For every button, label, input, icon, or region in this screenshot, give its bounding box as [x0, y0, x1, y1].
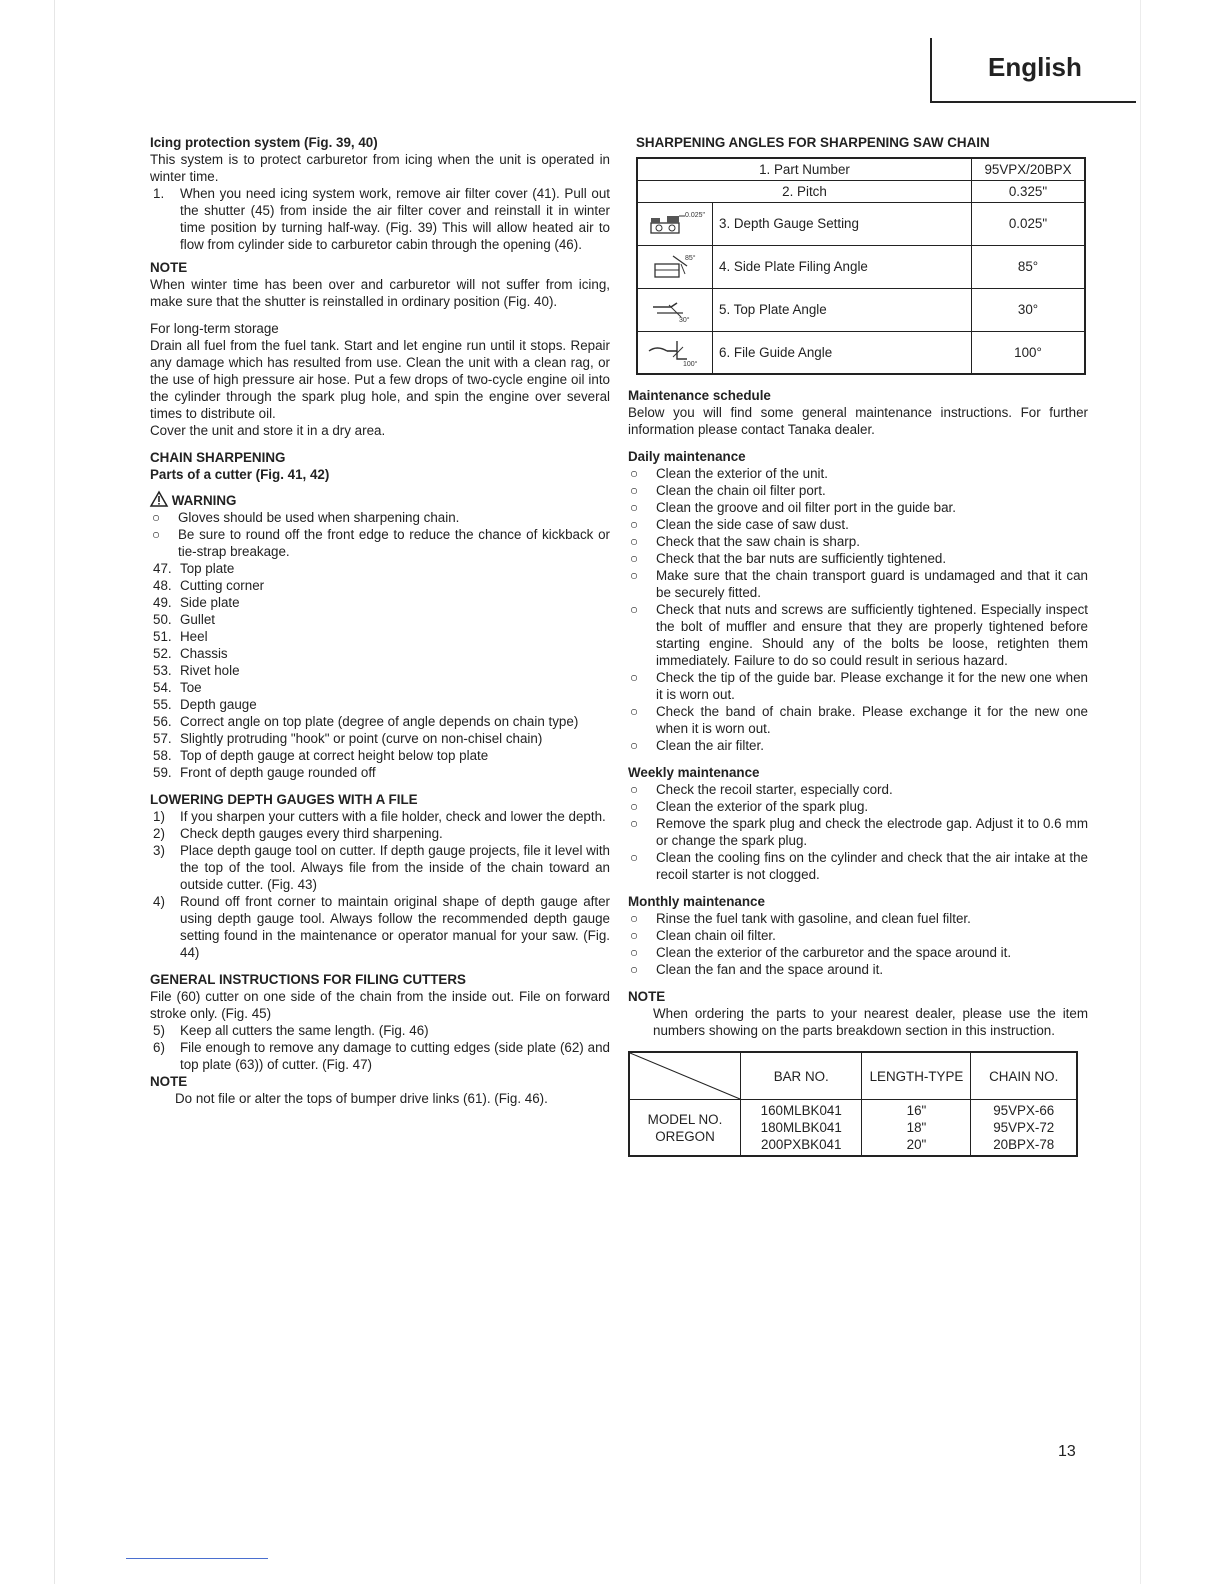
scan-edge-left [54, 0, 55, 1584]
side-plate-angle-icon [647, 252, 703, 282]
monthly-title: Monthly maintenance [628, 894, 765, 909]
circle-bullet-icon: ○ [630, 782, 639, 797]
table-row [629, 1100, 1077, 1157]
list-item: 59. Front of depth gauge rounded off [153, 765, 376, 780]
list-item: 51. Heel [153, 629, 208, 644]
footer-rule [126, 1558, 268, 1559]
diagonal-cell [629, 1052, 741, 1100]
schedule-intro: Below you will find some general maintenance instructions. For further information please contact Tanaka dealer. [628, 405, 1088, 437]
list-item: ○ Check the tip of the guide bar. Please exchange it for the new one when it is worn out. [630, 670, 1088, 702]
list-item: ○ Clean the cooling fins on the cylinder and check that the air intake at the recoil starter is not clogged. [630, 850, 1088, 882]
right-column [628, 134, 1088, 1157]
depth-gauge-icon [647, 209, 706, 239]
circle-bullet-icon: ○ [630, 850, 639, 865]
table-cell: 5. Top Plate Angle [713, 288, 972, 331]
storage-title: For long-term storage [150, 321, 279, 336]
list-item: ○ Check the recoil starter, especially cord. [630, 782, 893, 797]
list-item: 56. Correct angle on top plate (degree of angle depends on chain type) [153, 714, 579, 729]
circle-bullet-icon: ○ [630, 517, 639, 532]
chain-sharpening-title: CHAIN SHARPENING [150, 450, 286, 465]
table-header-bar-no: BAR NO. [741, 1052, 862, 1100]
chain-no-cell: 95VPX-66 95VPX-72 20BPX-78 [971, 1100, 1077, 1157]
list-item: 49. Side plate [153, 595, 240, 610]
list-item: ○ Gloves should be used when sharpening chain. [152, 510, 460, 525]
svg-text:30°: 30° [679, 316, 690, 324]
table-cell: 1. Part Number [637, 158, 972, 180]
header-rule-vertical [930, 38, 932, 102]
lowering-title: LOWERING DEPTH GAUGES WITH A FILE [150, 792, 418, 807]
storage-text: Drain all fuel from the fuel tank. Start and let engine run until it stops. Repair any damage which has resulted from use. Clean the unit with a clean rag, or the use of high pressure air hose. Put a few drops of two-cycle engine oil into the cylinder through the spark plug hole, and spin the engine over several times to distribute oil. [150, 338, 610, 421]
table-header-length-type: LENGTH-TYPE [862, 1052, 971, 1100]
icing-note-title: NOTE [150, 260, 188, 275]
list-item: 3) Place depth gauge tool on cutter. If depth gauge projects, file it level with the top of the tool. Always file from the inside of the chain toward an outside cutter. (Fig. 43) [153, 843, 610, 892]
svg-text:0.025": 0.025" [685, 211, 706, 219]
length-cell: 16" 18" 20" [862, 1100, 971, 1157]
list-item: ○ Check that the saw chain is sharp. [630, 534, 860, 549]
list-item: ○ Clean the side case of saw dust. [630, 517, 849, 532]
table-cell: 30° [972, 288, 1086, 331]
filing-steps [150, 1022, 610, 1073]
cutter-parts-list [150, 560, 610, 781]
table-row [637, 180, 1085, 202]
circle-bullet-icon: ○ [630, 534, 639, 549]
list-item: 58. Top of depth gauge at correct height below top plate [153, 748, 489, 763]
file-guide-angle-icon [647, 337, 703, 367]
circle-bullet-icon: ○ [630, 799, 639, 814]
filing-text: File (60) cutter on one side of the chain from the inside out. File on forward stroke only. (Fig. 45) [150, 989, 610, 1021]
warning-list [150, 509, 610, 560]
cutter-parts-title: Parts of a cutter (Fig. 41, 42) [150, 467, 330, 482]
list-item: 5) Keep all cutters the same length. (Fig. 46) [153, 1023, 429, 1038]
table-row [637, 331, 1085, 374]
table-row [637, 288, 1085, 331]
lowering-steps [150, 808, 610, 961]
angles-title: SHARPENING ANGLES FOR SHARPENING SAW CHAIN [636, 135, 990, 150]
list-item: ○ Be sure to round off the front edge to reduce the chance of kickback or tie-strap breakage. [152, 527, 610, 559]
circle-bullet-icon: ○ [152, 510, 161, 525]
circle-bullet-icon: ○ [152, 527, 161, 542]
list-item: 1) If you sharpen your cutters with a file holder, check and lower the depth. [153, 809, 606, 824]
list-item: ○ Clean the groove and oil filter port in the guide bar. [630, 500, 956, 515]
table-row [629, 1052, 1077, 1100]
circle-bullet-icon: ○ [630, 551, 639, 566]
list-item: ○ Rinse the fuel tank with gasoline, and clean fuel filter. [630, 911, 971, 926]
table-cell: 85° [972, 245, 1086, 288]
svg-text:85°: 85° [685, 254, 696, 262]
left-column [150, 134, 610, 1107]
list-item: 57. Slightly protruding "hook" or point (curve on non-chisel chain) [153, 731, 543, 746]
warning-triangle-icon [150, 491, 168, 507]
list-item: 4) Round off front corner to maintain original shape of depth gauge after using depth gauge tool. Always follow the recommended depth gauge setting found in the maintenance or operator manual for your saw. (Fig. 44) [153, 894, 610, 960]
icing-title: Icing protection system (Fig. 39, 40) [150, 135, 378, 150]
table-cell [637, 202, 713, 245]
monthly-list [628, 910, 1088, 978]
list-item: ○ Clean the exterior of the unit. [630, 466, 828, 481]
circle-bullet-icon: ○ [630, 911, 639, 926]
table-cell: 4. Side Plate Filing Angle [713, 245, 972, 288]
icing-step: 1. When you need icing system work, remove air filter cover (41). Pull out the shutter (45) from inside the air filter cover and reinstall it in winter time position by turning half-way. (Fig. 39) This will allow heated air to flow from cylinder side to carburetor cabin through the opening (46). [153, 186, 610, 252]
filing-note-text: Do not file or alter the tops of bumper drive links (61). (Fig. 46). [175, 1091, 548, 1106]
storage-text-2: Cover the unit and store it in a dry area. [150, 423, 386, 438]
table-cell [637, 331, 713, 374]
list-item: 54. Toe [153, 680, 202, 695]
icing-note-text: When winter time has been over and carburetor will not suffer from icing, make sure that the shutter is reinstalled in ordinary position (Fig. 40). [150, 277, 610, 309]
table-cell: 0.325" [972, 180, 1086, 202]
table-row [637, 245, 1085, 288]
list-item: ○ Clean the air filter. [630, 738, 764, 753]
list-item: 52. Chassis [153, 646, 228, 661]
table-cell: 100° [972, 331, 1086, 374]
warning-heading [150, 491, 610, 509]
circle-bullet-icon: ○ [630, 483, 639, 498]
list-item: ○ Remove the spark plug and check the electrode gap. Adjust it to 0.6 mm or change the spark plug. [630, 816, 1088, 848]
circle-bullet-icon: ○ [630, 670, 639, 685]
table-cell: 2. Pitch [637, 180, 972, 202]
language-label: English [988, 52, 1082, 82]
list-item: 2) Check depth gauges every third sharpening. [153, 826, 443, 841]
page-number: 13 [1058, 1443, 1076, 1460]
daily-title: Daily maintenance [628, 449, 746, 464]
bar-chain-table [628, 1051, 1078, 1157]
circle-bullet-icon: ○ [630, 928, 639, 943]
weekly-list [628, 781, 1088, 883]
weekly-title: Weekly maintenance [628, 765, 760, 780]
filing-title: GENERAL INSTRUCTIONS FOR FILING CUTTERS [150, 972, 466, 987]
daily-list [628, 465, 1088, 754]
list-item: 6) File enough to remove any damage to cutting edges (side plate (62) and top plate (63)) of cutter. (Fig. 47) [153, 1040, 610, 1072]
table-row [637, 158, 1085, 180]
circle-bullet-icon: ○ [630, 466, 639, 481]
diagonal-line-icon [630, 1053, 740, 1099]
list-item: 55. Depth gauge [153, 697, 257, 712]
model-no-cell: MODEL NO. OREGON [629, 1100, 741, 1157]
table-cell [637, 288, 713, 331]
list-item: ○ Clean the exterior of the spark plug. [630, 799, 869, 814]
table-cell [637, 245, 713, 288]
circle-bullet-icon: ○ [630, 962, 639, 977]
list-item: ○ Clean the chain oil filter port. [630, 483, 826, 498]
circle-bullet-icon: ○ [630, 602, 639, 617]
list-item: ○ Clean the fan and the space around it. [630, 962, 884, 977]
scan-edge-right [1140, 0, 1141, 1584]
table-cell: 3. Depth Gauge Setting [713, 202, 972, 245]
table-row [637, 202, 1085, 245]
circle-bullet-icon: ○ [630, 500, 639, 515]
icing-steps [150, 185, 610, 253]
circle-bullet-icon: ○ [630, 816, 639, 831]
circle-bullet-icon: ○ [630, 738, 639, 753]
table-cell: 6. File Guide Angle [713, 331, 972, 374]
svg-text:100°: 100° [683, 361, 698, 369]
table-cell: 95VPX/20BPX [972, 158, 1086, 180]
top-plate-angle-icon [647, 295, 703, 325]
list-item: ○ Check the band of chain brake. Please exchange it for the new one when it is worn out. [630, 704, 1088, 736]
circle-bullet-icon: ○ [630, 704, 639, 719]
list-item: 48. Cutting corner [153, 578, 265, 593]
parts-note-text: When ordering the parts to your nearest dealer, please use the item numbers showing on the parts breakdown section in this instruction. [653, 1006, 1088, 1038]
circle-bullet-icon: ○ [630, 945, 639, 960]
list-item: ○ Check that the bar nuts are sufficiently tightened. [630, 551, 947, 566]
list-item: ○ Check that nuts and screws are sufficiently tightened. Especially inspect the bolt of muffler and ensure that they are properly tightened before starting engine. Should any of the bolts be loose, retighten them immediately. Failure to do so could result in serious hazard. [630, 602, 1088, 668]
header-rule-horizontal [930, 101, 1136, 103]
schedule-title: Maintenance schedule [628, 388, 771, 403]
circle-bullet-icon: ○ [630, 568, 639, 583]
table-header-chain-no: CHAIN NO. [971, 1052, 1077, 1100]
list-item: ○ Make sure that the chain transport guard is undamaged and that it can be securely fitted. [630, 568, 1088, 600]
parts-note-title: NOTE [628, 989, 666, 1004]
list-item: 53. Rivet hole [153, 663, 240, 678]
icing-intro: This system is to protect carburetor from icing when the unit is operated in winter time. [150, 152, 610, 184]
list-item: 47. Top plate [153, 561, 235, 576]
list-item: ○ Clean the exterior of the carburetor and the space around it. [630, 945, 1012, 960]
sharpening-angles-table [636, 157, 1086, 375]
bar-no-cell: 160MLBK041 180MLBK041 200PXBK041 [741, 1100, 862, 1157]
list-item: 50. Gullet [153, 612, 215, 627]
table-cell: 0.025" [972, 202, 1086, 245]
filing-note-title: NOTE [150, 1074, 188, 1089]
list-item: ○ Clean chain oil filter. [630, 928, 776, 943]
warning-title: WARNING [171, 493, 237, 508]
